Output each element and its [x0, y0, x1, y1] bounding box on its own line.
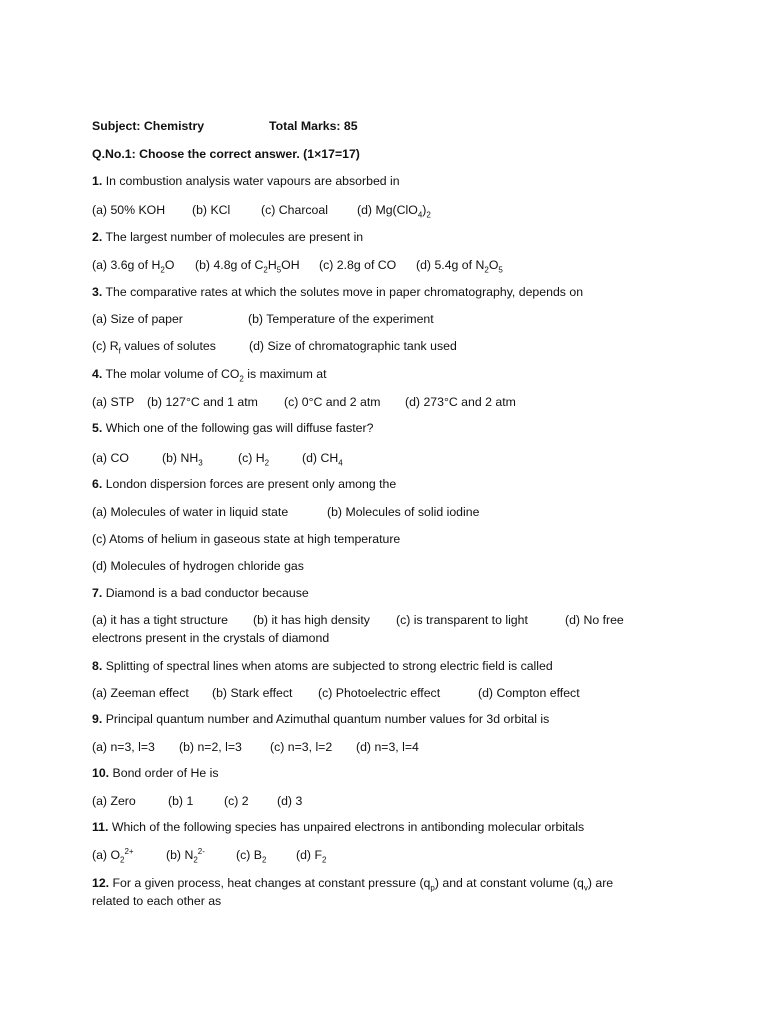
section-title: Q.No.1: Choose the correct answer. (1×17=17) [92, 147, 360, 161]
question-5 [92, 420, 373, 437]
option-c: (c) 2.8g of CO [319, 258, 397, 272]
option-b: (b) n=2, l=3 [179, 740, 242, 754]
question-8 [92, 658, 553, 675]
option-b: (b) 1 [168, 794, 194, 808]
question-10 [92, 765, 218, 782]
question-1 [92, 173, 400, 190]
option-d: (d) Size of chromatographic tank used [249, 339, 457, 353]
question-text: Which of the following species has unpaired electrons in antibonding molecular orbitals [111, 820, 585, 834]
option-a: (a) Zeeman effect [92, 686, 189, 700]
option-c: (c) Atoms of helium in gaseous state at high temperature [92, 532, 401, 546]
option-c: (c) $B_2$ [236, 848, 267, 865]
question-12-continuation: related to each other as [92, 894, 222, 908]
question-number: 4. [92, 367, 103, 381]
question-number: 7. [92, 586, 103, 600]
question-6 [92, 476, 396, 493]
option-c: (c) $R_f$ values of solutes [92, 339, 216, 356]
option-a: (a) CO [92, 451, 129, 465]
option-c: (c) n=3, l=2 [270, 740, 333, 754]
option-a: (a) 50% KOH [92, 203, 166, 217]
option-b: (b) Stark effect [212, 686, 293, 700]
option-c: (c) Charcoal [261, 203, 328, 217]
option-d: (d) 273°C and 2 atm [405, 395, 516, 409]
option-b: (b) it has high density [253, 613, 370, 627]
option-d: (d) No free [565, 613, 624, 627]
option-b: (b) Temperature of the experiment [248, 312, 434, 326]
question-number: 11. [92, 820, 109, 834]
option-c: (c) 2 [224, 794, 249, 808]
option-d: (d) Compton effect [478, 686, 580, 700]
question-number: 9. [92, 712, 103, 726]
option-c: (c) is transparent to light [396, 613, 528, 627]
option-b: (b) $NH_3$ [162, 451, 203, 468]
question-11 [92, 819, 584, 836]
question-number: 6. [92, 477, 103, 491]
question-number: 10. [92, 766, 110, 780]
question-text: Diamond is a bad conductor because [105, 586, 309, 600]
option-a: (a) it has a tight structure [92, 613, 229, 627]
option-b: (b) $N_2^{2-}$ [166, 846, 205, 865]
option-a: (a) Zero [92, 794, 136, 808]
option-d: (d) 3 [277, 794, 303, 808]
question-text: Which one of the following gas will diffuse faster? [105, 421, 374, 435]
option-d: (d) Molecules of hydrogen chloride gas [92, 559, 304, 573]
question-3 [92, 284, 583, 301]
question-text: London dispersion forces are present only among the [105, 477, 397, 491]
question-number: 2. [92, 230, 103, 244]
question-text: For a given process, heat changes at constant pressure $(q_p)$ and at constant volume $(q_v)$ are [112, 876, 614, 893]
question-9 [92, 711, 549, 728]
option-b: (b) Molecules of solid iodine [327, 505, 480, 519]
question-text: The molar volume of $CO_2$ is maximum at [105, 367, 327, 384]
question-text: In combustion analysis water vapours are absorbed in [105, 174, 400, 188]
option-b: (b) 127°C and 1 atm [147, 395, 258, 409]
option-d: (d) 5.4g of $N_2O_5$ [416, 258, 503, 275]
question-number: 3. [92, 285, 103, 299]
option-c: (c) 0°C and 2 atm [284, 395, 381, 409]
question-text: The largest number of molecules are present in [105, 230, 364, 244]
option-d: (d) $F_2$ [296, 848, 327, 865]
option-a: (a) 3.6g of $H_2O$ [92, 258, 175, 275]
total-marks-label: Total Marks: 85 [269, 119, 358, 133]
question-number: 5. [92, 421, 103, 435]
option-a: (a) $O_2^{2+}$ [92, 846, 134, 865]
question-number: 1. [92, 174, 103, 188]
option-d: (d) $CH_4$ [302, 451, 343, 468]
option-d: (d) n=3, l=4 [356, 740, 419, 754]
subject-label: Subject: Chemistry [92, 119, 205, 133]
question-4 [92, 366, 327, 383]
question-number: 12. [92, 876, 110, 890]
option-c: (c) Photoelectric effect [318, 686, 441, 700]
option-a: (a) Molecules of water in liquid state [92, 505, 289, 519]
option-c: (c) $H_2$ [238, 451, 270, 468]
question-text: Bond order of He is [112, 766, 219, 780]
option-d-continuation: electrons present in the crystals of diamond [92, 631, 330, 645]
option-b: (b) 4.8g of $C_2H_5OH$ [195, 258, 300, 275]
option-a: (a) STP [92, 395, 135, 409]
option-a: (a) n=3, l=3 [92, 740, 155, 754]
option-a: (a) Size of paper [92, 312, 183, 326]
question-12 [92, 875, 613, 892]
question-number: 8. [92, 659, 103, 673]
question-7 [92, 585, 309, 602]
option-d: (d) $Mg(ClO_4)_2$ [357, 203, 431, 220]
question-2 [92, 229, 363, 246]
question-text: Principal quantum number and Azimuthal quantum number values for 3d orbital is [105, 712, 550, 726]
question-text: The comparative rates at which the solutes move in paper chromatography, depends on [105, 285, 584, 299]
option-b: (b) KCl [192, 203, 231, 217]
question-text: Splitting of spectral lines when atoms are subjected to strong electric field is called [105, 659, 553, 673]
